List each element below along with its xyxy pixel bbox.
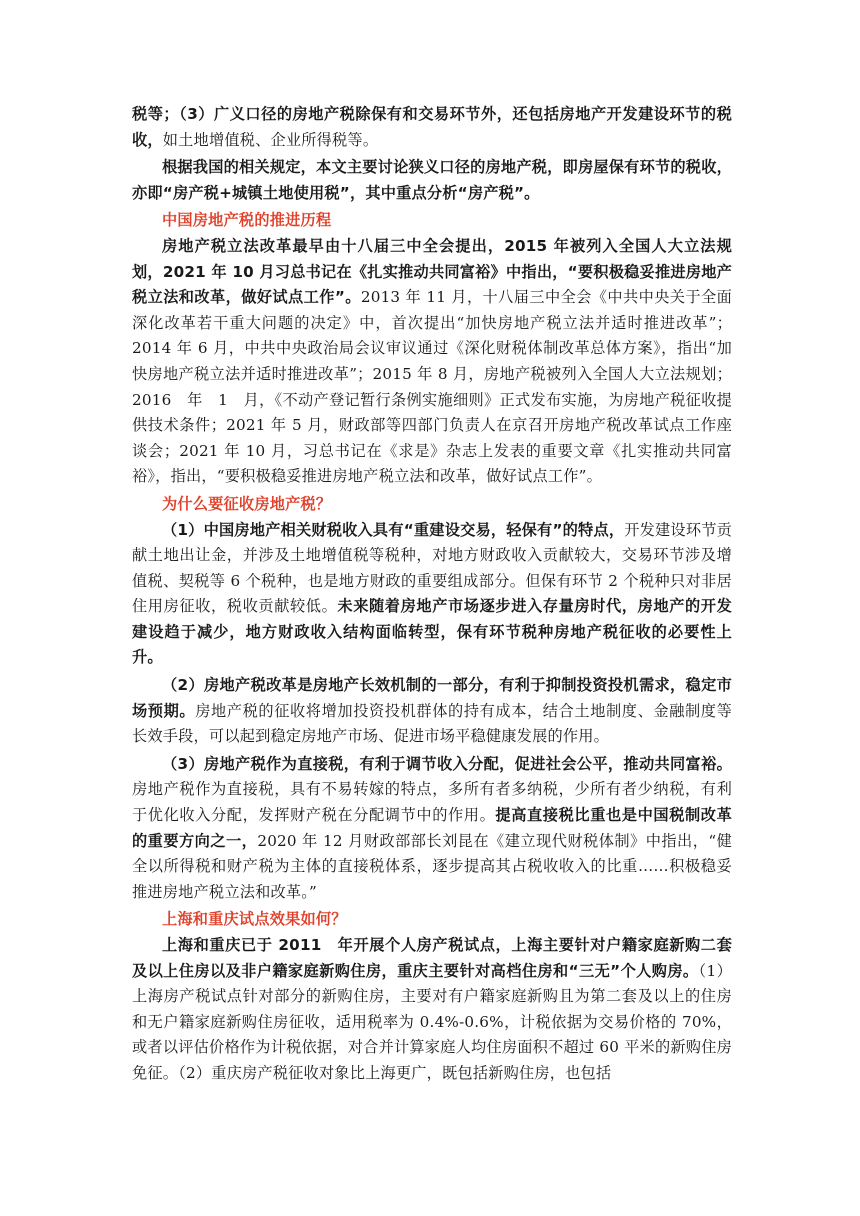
- section-heading-pilot: 上海和重庆试点效果如何？: [162, 910, 347, 929]
- bold-text: （2）房地产税改革是房地产长效机制的一部分，有利于抑制投资投机需求，稳定市场预期。: [132, 676, 732, 720]
- paragraph-reason-1: [132, 518, 732, 672]
- bold-text: 房地产税立法改革最早由十八届三中全会提出，2015 年被列入全国人大立法规划，2021 年 10 月习总书记在《扎实推动共同富裕》中指出，“要积极稳妥推进房地产税立法和改革，做好试点工作”。: [132, 236, 732, 307]
- bold-text: （3）房地产税作为直接税，有利于调节收入分配，促进社会公平，推动共同富裕。: [162, 754, 732, 773]
- bold-text: 税等；（3）广义口径的房地产税除保有和交易环节外，还包括房地产开发建设环节的税收，: [132, 105, 732, 149]
- paragraph-reason-2: [132, 673, 732, 750]
- bold-text: 未来随着房地产市场逐步进入存量房时代，房地产的开发建设趋于减少，地方财政收入结构面临转型，保有环节税种房地产税征收的必要性上升。: [132, 597, 732, 667]
- section-heading-history: 中国房地产税的推进历程: [162, 211, 332, 230]
- text: 房地产税的征收将增加投资投机群体的持有成本，结合土地制度、金融制度等长效手段，可以起到稳定房地产市场、促进市场平稳健康发展的作用。: [132, 701, 732, 746]
- section-heading-why: 为什么要征收房地产税？: [162, 494, 332, 513]
- bold-text: （1）中国房地产相关财税收入具有“重建设交易，轻保有”的特点，: [162, 520, 625, 539]
- paragraph-history: [132, 234, 732, 490]
- text: 2020 年 12 月财政部部长刘昆在《建立现代财税体制》中指出，“健全以所得税和财产税为主体的直接税体系，逐步提高其占税收收入的比重……积极稳妥推进房地产税立法和改革。”: [132, 831, 732, 901]
- text: （1）上海房产税试点针对部分的新购住房，主要对有户籍家庭新购且为第二套及以上的住房和无户籍家庭新购住房征收，适用税率为 0.4%-0.6%，计税依据为交易价格的 70%，或者以评估价格作为计税依据，对合并计算家庭人均住房面积不超过 60 平米的新购住房免征。（2）重庆房产税征收对象比上海更广，既包括新购住房，也包括: [132, 961, 732, 1082]
- bold-text: 提高直接税比重也是中国税制改革的重要方向之一，: [132, 806, 732, 850]
- bold-text: 上海和重庆已于 2011 年开展个人房产税试点，上海主要针对户籍家庭新购二套及以上住房以及非户籍家庭新购住房，重庆主要针对高档住房和“三无”个人购房。: [132, 936, 732, 980]
- text: 2013 年 11 月，十八届三中全会《中共中央关于全面深化改革若干重大问题的决定》中，首次提出“加快房地产税立法并适时推进改革”；2014 年 6 月，中共中央政治局会议审议通过《深化财税体制改革总体方案》，指出“加快房地产税立法并适时推进改革”；2015 年 8 月，房地产税被列入全国人大立法规划；2016 年 1 月，《不动产登记暂行条例实施细则》正式发布实施，为房地产税征收提供技术条件；2021 年 5 月，财政部等四部门负责人在京召开房地产税改革试点工作座谈会；2021 年 10 月，习总书记在《求是》杂志上发表的重要文章《扎实推动共同富裕》，指出，“要积极稳妥推进房地产税立法和改革，做好试点工作”。: [132, 288, 732, 486]
- text: 开发建设环节贡献土地出让金，并涉及土地增值税等税种，对地方财政收入贡献较大，交易环节涉及增值税、契税等 6 个税种，也是地方财政的重要组成部分。但保有环节 2 个税种只对非居住用房征收，税收贡献较低。: [132, 520, 732, 616]
- paragraph-pilot: [132, 933, 732, 1087]
- bold-text: 根据我国的相关规定，本文主要讨论狭义口径的房地产税，即房屋保有环节的税收，亦即“房产税+城镇土地使用税”，其中重点分析“房产税”。: [132, 158, 732, 202]
- text: 房地产税作为直接税，具有不易转嫁的特点，多所有者多纳税，少所有者少纳税，有利于优化收入分配，发挥财产税在分配调节中的作用。: [132, 780, 732, 825]
- text: 如土地增值税、企业所得税等。: [162, 130, 379, 149]
- paragraph-reason-3: [132, 752, 732, 906]
- paragraph-tax-scope: [132, 102, 732, 153]
- paragraph-narrow-definition: [132, 155, 732, 206]
- document-page: [132, 102, 732, 1089]
